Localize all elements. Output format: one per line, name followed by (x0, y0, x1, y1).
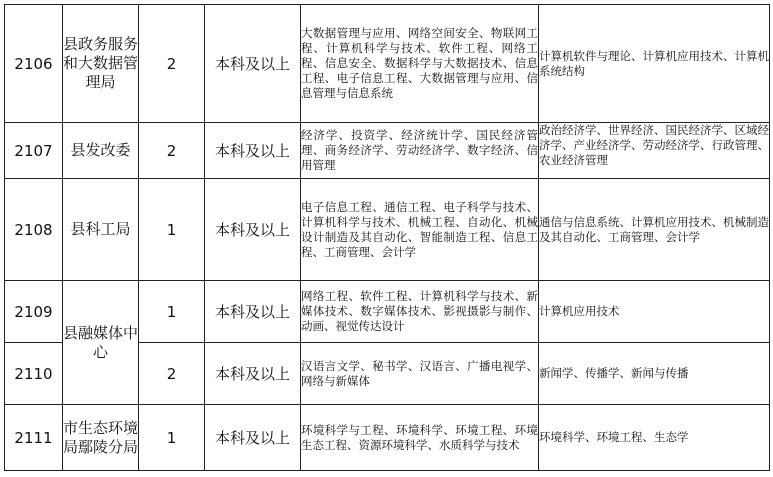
hiring-count: 1 (139, 281, 205, 343)
hiring-count: 2 (139, 5, 205, 123)
hiring-unit: 县融媒体中心 (63, 281, 139, 405)
hiring-unit: 县政务服务和大数据管理局 (63, 5, 139, 123)
undergrad-majors: 汉语言文学、秘书学、汉语言、广播电视学、网络与新媒体 (301, 343, 539, 405)
position-code: 2111 (5, 405, 63, 471)
hiring-unit: 市生态环境局鄢陵分局 (63, 405, 139, 471)
hiring-unit: 县科工局 (63, 179, 139, 281)
hiring-count: 2 (139, 343, 205, 405)
grad-majors: 通信与信息系统、计算机应用技术、机械制造及其自动化、工商管理、会计学 (539, 179, 770, 281)
position-code: 2108 (5, 179, 63, 281)
grad-majors-cell (539, 123, 770, 179)
position-code: 2110 (5, 343, 63, 405)
undergrad-majors: 环境科学与工程、环境科学、环境工程、环境生态工程、资源环境科学、水质科学与技术 (301, 405, 539, 471)
undergrad-majors: 经济学、投资学、经济统计学、国民经济管理、商务经济学、劳动经济学、数字经济、信用管理 (301, 123, 539, 179)
grad-majors: 新闻学、传播学、新闻与传播 (539, 343, 770, 405)
table-row (5, 5, 770, 123)
grad-majors: 环境科学、环境工程、生态学 (539, 405, 770, 471)
grad-majors: 政治经济学、世界经济、国民经济学、区域经济学、产业经济学、劳动经济学、行政管理、农业经济管理 (539, 123, 769, 167)
undergrad-majors: 电子信息工程、通信工程、电子科学与技术、计算机科学与技术、机械工程、自动化、机械设计制造及其自动化、智能制造工程、信息工程、工商管理、会计学 (301, 179, 539, 281)
table-row (5, 123, 770, 179)
hiring-count: 1 (139, 179, 205, 281)
education-requirement: 本科及以上 (205, 5, 301, 123)
hiring-unit: 县发改委 (63, 123, 139, 179)
education-requirement: 本科及以上 (205, 343, 301, 405)
position-table (4, 4, 770, 471)
position-code: 2109 (5, 281, 63, 343)
education-requirement: 本科及以上 (205, 179, 301, 281)
education-requirement: 本科及以上 (205, 123, 301, 179)
hiring-count: 1 (139, 405, 205, 471)
table-row (5, 281, 770, 343)
education-requirement: 本科及以上 (205, 281, 301, 343)
education-requirement: 本科及以上 (205, 405, 301, 471)
position-code: 2107 (5, 123, 63, 179)
undergrad-majors: 网络工程、软件工程、计算机科学与技术、新媒体技术、数字媒体技术、影视摄影与制作、动画、视觉传达设计 (301, 281, 539, 343)
undergrad-majors: 大数据管理与应用、网络空间安全、物联网工程、计算机科学与技术、软件工程、网络工程、信息安全、数据科学与大数据技术、信息工程、电子信息工程、大数据管理与应用、信息管理与信息系统 (301, 5, 539, 123)
hiring-count: 2 (139, 123, 205, 179)
position-code: 2106 (5, 5, 63, 123)
grad-majors: 计算机软件与理论、计算机应用技术、计算机系统结构 (539, 5, 770, 123)
grad-majors: 计算机应用技术 (539, 281, 770, 343)
table-row (5, 179, 770, 281)
table-row (5, 405, 770, 471)
